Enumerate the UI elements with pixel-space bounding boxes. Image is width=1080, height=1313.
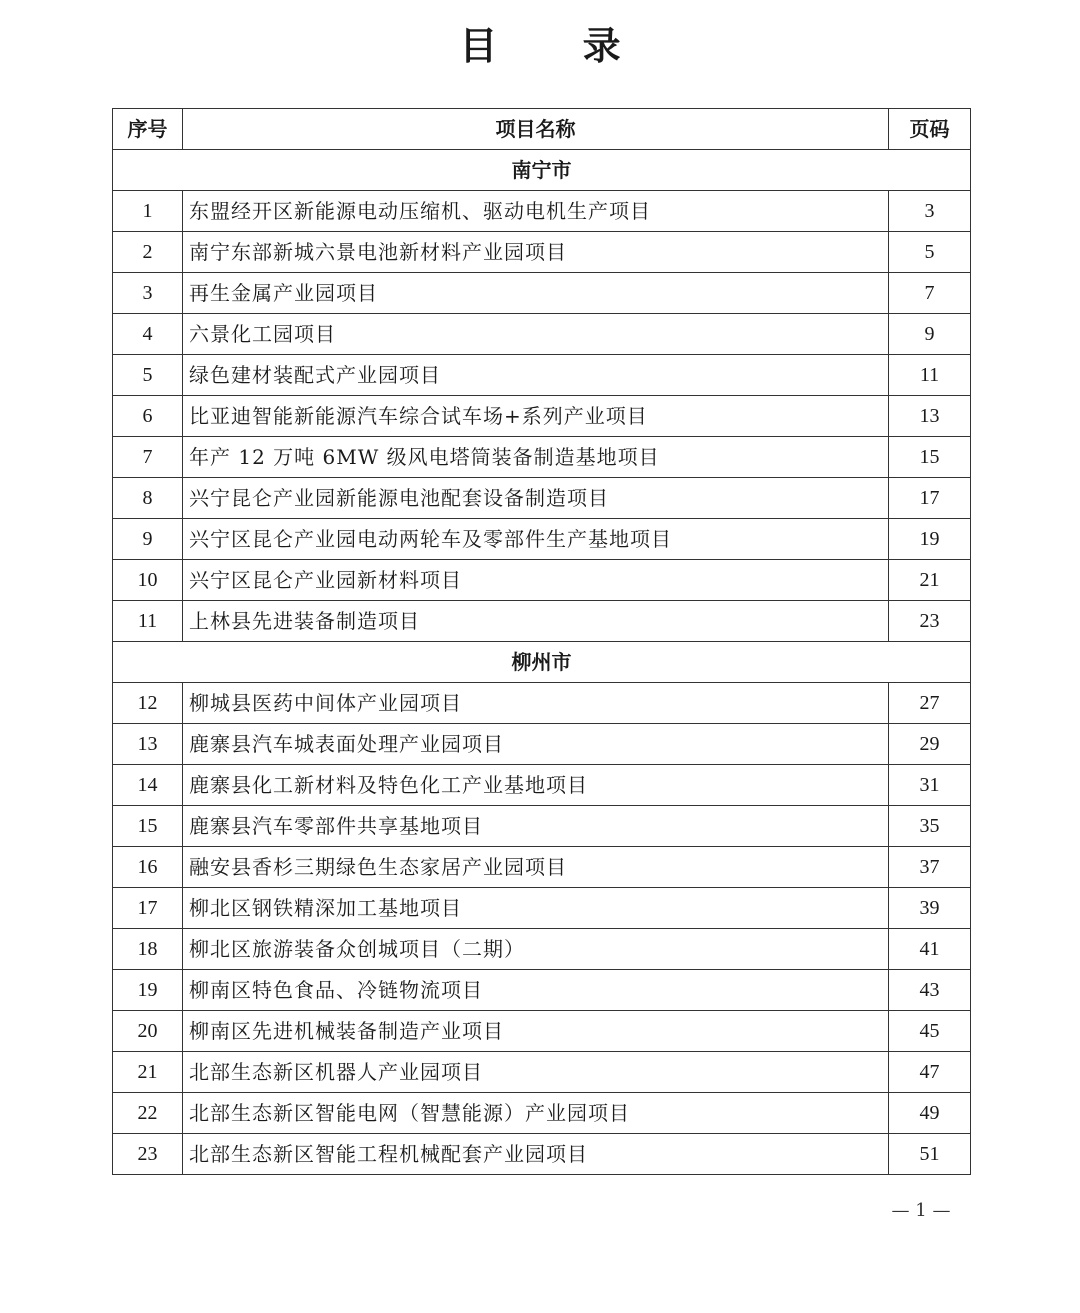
row-project-name: 东盟经开区新能源电动压缩机、驱动电机生产项目 bbox=[183, 191, 889, 232]
row-number: 22 bbox=[113, 1093, 183, 1134]
row-number: 6 bbox=[113, 396, 183, 437]
row-number: 21 bbox=[113, 1052, 183, 1093]
row-page: 13 bbox=[889, 396, 971, 437]
row-number: 1 bbox=[113, 191, 183, 232]
row-number: 13 bbox=[113, 724, 183, 765]
table-row bbox=[113, 396, 971, 437]
row-project-name: 柳南区特色食品、冷链物流项目 bbox=[183, 970, 889, 1011]
row-project-name: 鹿寨县化工新材料及特色化工产业基地项目 bbox=[183, 765, 889, 806]
row-number: 5 bbox=[113, 355, 183, 396]
row-number: 18 bbox=[113, 929, 183, 970]
row-page: 7 bbox=[889, 273, 971, 314]
row-project-name: 柳城县医药中间体产业园项目 bbox=[183, 683, 889, 724]
row-page: 11 bbox=[889, 355, 971, 396]
row-project-name: 鹿寨县汽车城表面处理产业园项目 bbox=[183, 724, 889, 765]
header-page: 页码 bbox=[889, 109, 971, 150]
row-project-name: 柳北区旅游装备众创城项目（二期） bbox=[183, 929, 889, 970]
table-row bbox=[113, 560, 971, 601]
table-row bbox=[113, 601, 971, 642]
row-project-name: 融安县香杉三期绿色生态家居产业园项目 bbox=[183, 847, 889, 888]
row-project-name: 北部生态新区机器人产业园项目 bbox=[183, 1052, 889, 1093]
table-row bbox=[113, 273, 971, 314]
toc-body bbox=[113, 150, 971, 1175]
table-row bbox=[113, 519, 971, 560]
table-row bbox=[113, 970, 971, 1011]
page-number: — 1 — bbox=[891, 1200, 951, 1221]
row-project-name: 绿色建材装配式产业园项目 bbox=[183, 355, 889, 396]
row-project-name: 南宁东部新城六景电池新材料产业园项目 bbox=[183, 232, 889, 273]
table-row bbox=[113, 683, 971, 724]
row-project-name: 兴宁区昆仑产业园电动两轮车及零部件生产基地项目 bbox=[183, 519, 889, 560]
row-number: 14 bbox=[113, 765, 183, 806]
table-row bbox=[113, 314, 971, 355]
table-row bbox=[113, 806, 971, 847]
row-number: 16 bbox=[113, 847, 183, 888]
row-number: 15 bbox=[113, 806, 183, 847]
row-project-name: 上林县先进装备制造项目 bbox=[183, 601, 889, 642]
row-number: 9 bbox=[113, 519, 183, 560]
row-page: 29 bbox=[889, 724, 971, 765]
table-row bbox=[113, 437, 971, 478]
page-title: 目 录 bbox=[459, 24, 657, 68]
row-page: 17 bbox=[889, 478, 971, 519]
row-project-name: 年产 12 万吨 6MW 级风电塔筒装备制造基地项目 bbox=[183, 437, 889, 478]
row-number: 10 bbox=[113, 560, 183, 601]
table-row bbox=[113, 478, 971, 519]
row-page: 51 bbox=[889, 1134, 971, 1175]
section-row bbox=[113, 642, 971, 683]
row-number: 11 bbox=[113, 601, 183, 642]
row-page: 27 bbox=[889, 683, 971, 724]
row-number: 3 bbox=[113, 273, 183, 314]
row-number: 20 bbox=[113, 1011, 183, 1052]
row-number: 12 bbox=[113, 683, 183, 724]
row-number: 17 bbox=[113, 888, 183, 929]
row-project-name: 柳北区钢铁精深加工基地项目 bbox=[183, 888, 889, 929]
table-row bbox=[113, 765, 971, 806]
row-number: 4 bbox=[113, 314, 183, 355]
row-project-name: 北部生态新区智能工程机械配套产业园项目 bbox=[183, 1134, 889, 1175]
row-page: 15 bbox=[889, 437, 971, 478]
row-page: 9 bbox=[889, 314, 971, 355]
row-number: 2 bbox=[113, 232, 183, 273]
table-row bbox=[113, 724, 971, 765]
row-page: 47 bbox=[889, 1052, 971, 1093]
table-row bbox=[113, 355, 971, 396]
table-row bbox=[113, 1134, 971, 1175]
table-row bbox=[113, 888, 971, 929]
row-number: 23 bbox=[113, 1134, 183, 1175]
table-row bbox=[113, 1093, 971, 1134]
table-row bbox=[113, 1052, 971, 1093]
section-row bbox=[113, 150, 971, 191]
row-page: 23 bbox=[889, 601, 971, 642]
row-page: 45 bbox=[889, 1011, 971, 1052]
table-row bbox=[113, 1011, 971, 1052]
row-project-name: 鹿寨县汽车零部件共享基地项目 bbox=[183, 806, 889, 847]
header-no: 序号 bbox=[113, 109, 183, 150]
table-row bbox=[113, 191, 971, 232]
row-project-name: 再生金属产业园项目 bbox=[183, 273, 889, 314]
row-number: 7 bbox=[113, 437, 183, 478]
row-project-name: 北部生态新区智能电网（智慧能源）产业园项目 bbox=[183, 1093, 889, 1134]
row-project-name: 六景化工园项目 bbox=[183, 314, 889, 355]
row-page: 35 bbox=[889, 806, 971, 847]
row-page: 21 bbox=[889, 560, 971, 601]
row-project-name: 比亚迪智能新能源汽车综合试车场+系列产业项目 bbox=[183, 396, 889, 437]
row-number: 8 bbox=[113, 478, 183, 519]
row-page: 43 bbox=[889, 970, 971, 1011]
row-page: 19 bbox=[889, 519, 971, 560]
row-number: 19 bbox=[113, 970, 183, 1011]
table-row bbox=[113, 929, 971, 970]
table-header-row bbox=[113, 109, 971, 150]
row-page: 39 bbox=[889, 888, 971, 929]
toc-table bbox=[112, 108, 971, 1175]
table-row bbox=[113, 847, 971, 888]
row-page: 49 bbox=[889, 1093, 971, 1134]
section-city: 柳州市 bbox=[113, 642, 971, 683]
row-page: 31 bbox=[889, 765, 971, 806]
header-name: 项目名称 bbox=[183, 109, 889, 150]
row-project-name: 兴宁区昆仑产业园新材料项目 bbox=[183, 560, 889, 601]
row-project-name: 兴宁昆仑产业园新能源电池配套设备制造项目 bbox=[183, 478, 889, 519]
table-row bbox=[113, 232, 971, 273]
row-page: 3 bbox=[889, 191, 971, 232]
row-page: 41 bbox=[889, 929, 971, 970]
row-page: 37 bbox=[889, 847, 971, 888]
section-city: 南宁市 bbox=[113, 150, 971, 191]
row-project-name: 柳南区先进机械装备制造产业项目 bbox=[183, 1011, 889, 1052]
row-page: 5 bbox=[889, 232, 971, 273]
